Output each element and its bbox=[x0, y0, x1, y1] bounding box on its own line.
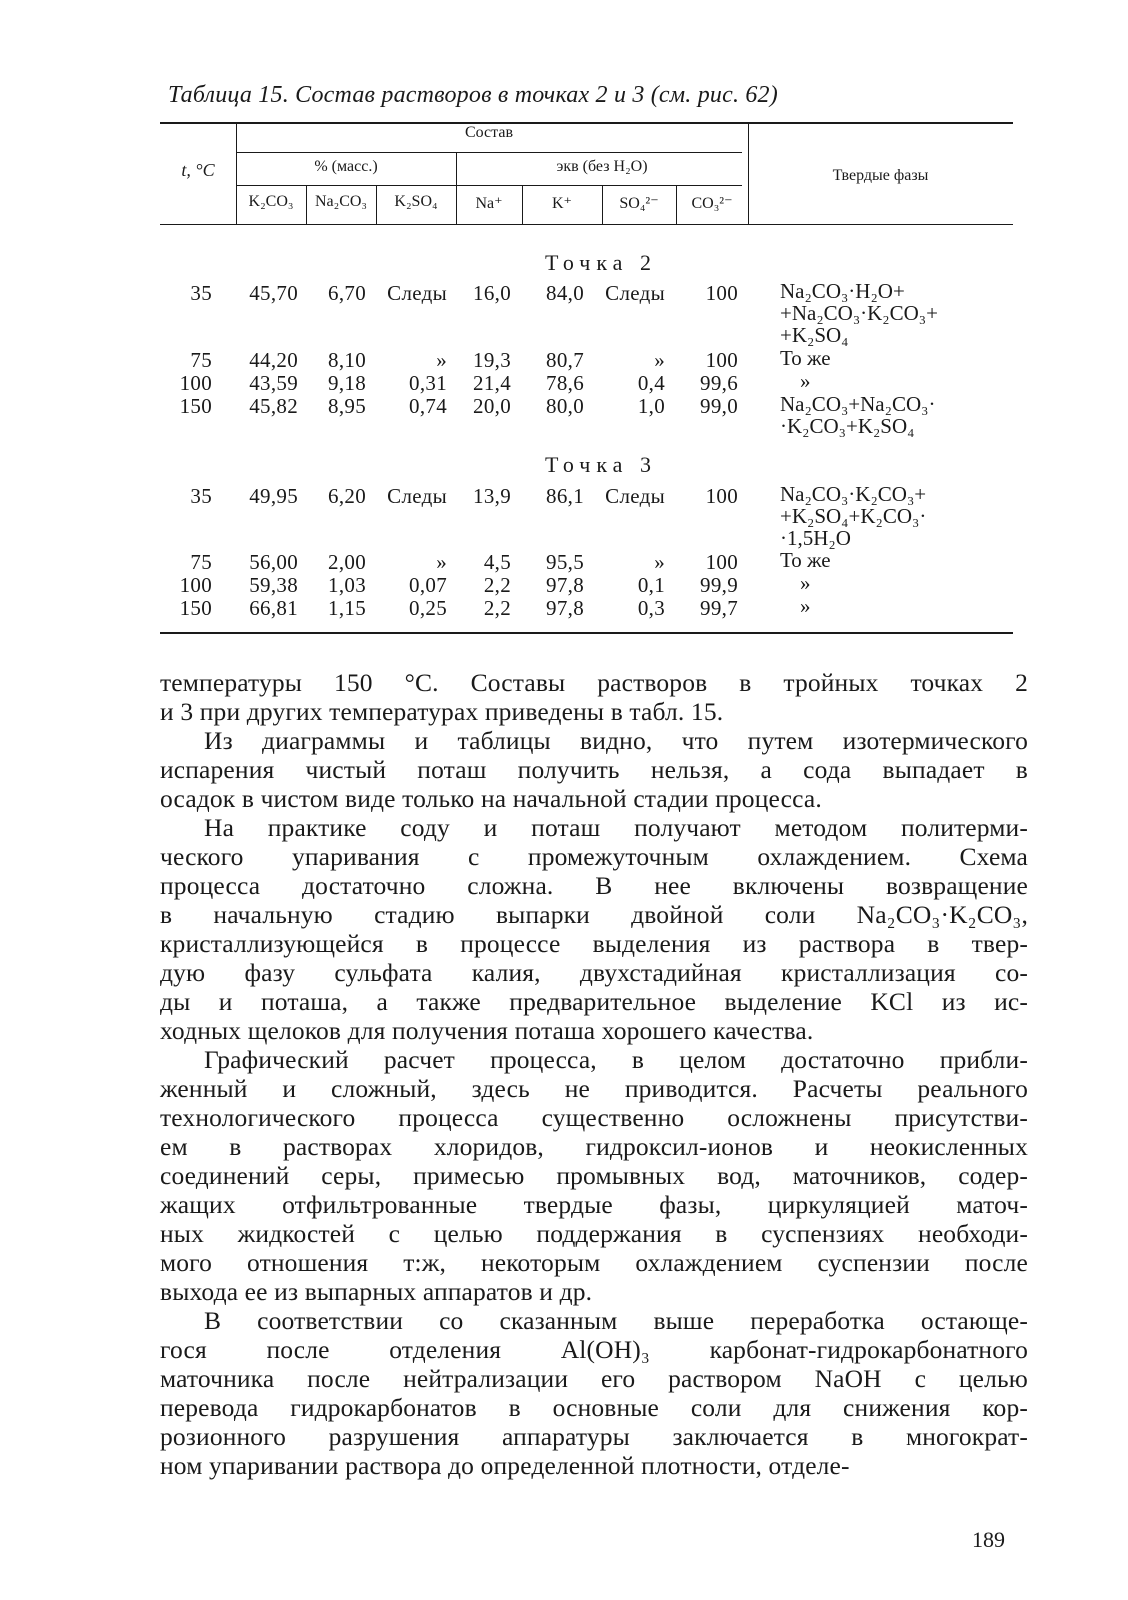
cell-solid-phase bbox=[780, 370, 811, 392]
cell-na: 16,0 bbox=[473, 281, 511, 305]
header-t: t, °C bbox=[181, 160, 215, 180]
cell-k2co3: 45,82 bbox=[249, 394, 298, 418]
cell-na2co3: 2,00 bbox=[328, 550, 366, 574]
cell-k2co3: 43,59 bbox=[249, 371, 298, 395]
text-line: На практике соду и поташ получают методом политерми- bbox=[204, 813, 1028, 842]
cell-na: 13,9 bbox=[473, 484, 511, 508]
text-line: ном упаривании раствора до определенной плотности, отделе- bbox=[160, 1451, 850, 1480]
cell-co3: 100 bbox=[705, 348, 738, 372]
text-line: и 3 при других температурах приведены в табл. 15. bbox=[160, 697, 724, 726]
solid-phase-line: » bbox=[800, 594, 811, 618]
cell-na2co3: 8,10 bbox=[328, 348, 366, 372]
cell-co3: 99,7 bbox=[700, 596, 738, 620]
text-line: ды и поташа, а также предварительное выделение KCl из ис- bbox=[160, 987, 1028, 1016]
cell-solid-phase bbox=[780, 549, 831, 571]
text-line: ных жидкостей с целью поддержания в суспензиях необходи- bbox=[160, 1219, 1028, 1248]
header-rule-2 bbox=[236, 185, 742, 186]
text-line: кристаллизующейся в процессе выделения из раствора в твер- bbox=[160, 929, 1028, 958]
solid-phase-line: Na₂CO₃+Na₂CO₃· bbox=[780, 392, 936, 416]
body-text bbox=[160, 668, 1028, 1480]
header-k2co3: K₂CO₃ bbox=[248, 193, 294, 210]
text-line: ческого упаривания с промежуточным охлаждением. Схема bbox=[160, 842, 1028, 871]
cell-t: 100 bbox=[179, 371, 212, 395]
cell-k: 84,0 bbox=[546, 281, 584, 305]
text-line: выхода ее из выпарных аппаратов и др. bbox=[160, 1277, 593, 1306]
cell-solid-phase bbox=[780, 393, 935, 437]
cell-so4: 0,3 bbox=[637, 596, 665, 620]
cell-na: 4,5 bbox=[483, 550, 511, 574]
section-title: Точка 3 bbox=[545, 452, 657, 477]
cell-solid-phase bbox=[780, 483, 926, 549]
header-solid: Твердые фазы bbox=[832, 167, 929, 184]
header-bottom-rule bbox=[160, 224, 1013, 225]
cell-t: 35 bbox=[190, 484, 212, 508]
solid-phase-line: Na₂CO₃·H₂O+ bbox=[780, 279, 905, 303]
cell-na: 2,2 bbox=[483, 596, 511, 620]
text-line: Графический расчет процесса, в целом достаточно прибли- bbox=[204, 1045, 1028, 1074]
cell-na: 20,0 bbox=[473, 394, 511, 418]
page-number: 189 bbox=[972, 1527, 1005, 1552]
header-sostav: Состав bbox=[464, 124, 513, 141]
table-caption: Таблица 15. Состав растворов в точках 2 и 3 (см. рис. 62) bbox=[168, 82, 778, 108]
cell-k: 86,1 bbox=[546, 484, 584, 508]
cell-k2so4: Следы bbox=[387, 484, 447, 508]
header-so4: SO₄²⁻ bbox=[619, 195, 659, 212]
text-line: испарения чистый поташ получить нельзя, а сода выпадает в bbox=[160, 755, 1028, 784]
text-line: мого отношения т:ж, некоторым охлаждением суспензии после bbox=[160, 1248, 1028, 1277]
solid-phase-line: ·K₂CO₃+K₂SO₄ bbox=[780, 414, 915, 438]
header-k2so4: K₂SO₄ bbox=[394, 193, 438, 210]
cell-solid-phase bbox=[780, 595, 811, 617]
header-ekv: экв (без H₂O) bbox=[556, 158, 648, 175]
cell-na: 2,2 bbox=[483, 573, 511, 597]
solid-phase-line: ·1,5H₂O bbox=[780, 526, 851, 550]
cell-co3: 100 bbox=[705, 281, 738, 305]
cell-na2co3: 1,03 bbox=[328, 573, 366, 597]
cell-k2co3: 44,20 bbox=[249, 348, 298, 372]
cell-co3: 99,6 bbox=[700, 371, 738, 395]
cell-na2co3: 9,18 bbox=[328, 371, 366, 395]
cell-co3: 100 bbox=[705, 484, 738, 508]
solid-phase-line: Na₂CO₃·K₂CO₃+ bbox=[780, 482, 927, 506]
cell-solid-phase bbox=[780, 347, 831, 369]
cell-solid-phase bbox=[780, 280, 938, 346]
cell-t: 150 bbox=[179, 596, 212, 620]
cell-na2co3: 1,15 bbox=[328, 596, 366, 620]
cell-k2so4: » bbox=[436, 348, 447, 372]
cell-k2so4: Следы bbox=[387, 281, 447, 305]
cell-so4: 1,0 bbox=[637, 394, 665, 418]
text-line: осадок в чистом виде только на начальной стадии процесса. bbox=[160, 784, 822, 813]
cell-na2co3: 6,70 bbox=[328, 281, 366, 305]
text-line: Из диаграммы и таблицы видно, что путем изотермического bbox=[204, 726, 1028, 755]
cell-t: 35 bbox=[190, 281, 212, 305]
cell-na2co3: 6,20 bbox=[328, 484, 366, 508]
cell-co3: 99,9 bbox=[700, 573, 738, 597]
text-line: ходных щелоков для получения поташа хорошего качества. bbox=[160, 1016, 814, 1045]
text-line: перевода гидрокарбонатов в основные соли для снижения кор- bbox=[160, 1393, 1028, 1422]
header-rule-1 bbox=[236, 152, 742, 153]
text-line: соединений серы, примесью промывных вод, маточников, содер- bbox=[160, 1161, 1028, 1190]
text-line: женный и сложный, здесь не приводится. Расчеты реального bbox=[160, 1074, 1028, 1103]
text-line: в начальную стадию выпарки двойной соли Na₂CO₃·K₂CO₃, bbox=[160, 900, 1028, 929]
cell-co3: 99,0 bbox=[700, 394, 738, 418]
text-line: розионного разрушения аппаратуры заключается в многократ- bbox=[160, 1422, 1028, 1451]
cell-so4: » bbox=[654, 550, 665, 574]
cell-k: 78,6 bbox=[546, 371, 584, 395]
cell-k: 97,8 bbox=[546, 596, 584, 620]
text-line: ем в растворах хлоридов, гидроксил-ионов и неокисленных bbox=[160, 1132, 1028, 1161]
cell-k: 80,0 bbox=[546, 394, 584, 418]
cell-na: 21,4 bbox=[473, 371, 511, 395]
section-title: Точка 2 bbox=[545, 250, 657, 275]
cell-k2so4: 0,07 bbox=[409, 573, 447, 597]
cell-k2co3: 45,70 bbox=[249, 281, 298, 305]
text-line: процесса достаточно сложна. В нее включены возвращение bbox=[160, 871, 1028, 900]
cell-na: 19,3 bbox=[473, 348, 511, 372]
header-co3: CO₃²⁻ bbox=[691, 195, 733, 212]
header-k: K⁺ bbox=[552, 195, 572, 212]
cell-solid-phase bbox=[780, 572, 811, 594]
text-line: маточника после нейтрализации его раствором NaOH с целью bbox=[160, 1364, 1028, 1393]
cell-co3: 100 bbox=[705, 550, 738, 574]
solid-phase-line: То же bbox=[780, 346, 831, 370]
cell-so4: 0,4 bbox=[637, 371, 665, 395]
solid-phase-line: » bbox=[800, 571, 811, 595]
cell-k2co3: 49,95 bbox=[249, 484, 298, 508]
cell-k2so4: 0,74 bbox=[409, 394, 447, 418]
cell-so4: Следы bbox=[605, 484, 665, 508]
text-line: В соответствии со сказанным выше переработка остающе- bbox=[204, 1306, 1028, 1335]
cell-so4: 0,1 bbox=[637, 573, 665, 597]
cell-k: 95,5 bbox=[546, 550, 584, 574]
cell-k: 80,7 bbox=[546, 348, 584, 372]
cell-k2co3: 59,38 bbox=[249, 573, 298, 597]
cell-na2co3: 8,95 bbox=[328, 394, 366, 418]
header-mass: % (масс.) bbox=[314, 158, 378, 175]
cell-k2co3: 66,81 bbox=[249, 596, 298, 620]
text-line: технологического процесса существенно осложнены присутстви- bbox=[160, 1103, 1028, 1132]
cell-k2co3: 56,00 bbox=[249, 550, 298, 574]
cell-t: 75 bbox=[190, 348, 212, 372]
cell-t: 75 bbox=[190, 550, 212, 574]
text-line: дую фазу сульфата калия, двухстадийная кристаллизация со- bbox=[160, 958, 1028, 987]
solid-phase-line: +K₂SO₄ bbox=[780, 323, 849, 347]
cell-so4: » bbox=[654, 348, 665, 372]
cell-t: 100 bbox=[179, 573, 212, 597]
text-line: жащих отфильтрованные твердые фазы, циркуляцией маточ- bbox=[160, 1190, 1028, 1219]
table-bottom-rule bbox=[160, 632, 1013, 634]
cell-k2so4: 0,25 bbox=[409, 596, 447, 620]
solid-phase-line: » bbox=[800, 369, 811, 393]
cell-t: 150 bbox=[179, 394, 212, 418]
cell-so4: Следы bbox=[605, 281, 665, 305]
cell-k: 97,8 bbox=[546, 573, 584, 597]
solid-phase-line: +K₂SO₄+K₂CO₃· bbox=[780, 504, 927, 528]
cell-k2so4: » bbox=[436, 550, 447, 574]
solid-phase-line: +Na₂CO₃·K₂CO₃+ bbox=[780, 301, 938, 325]
text-line: температуры 150 °C. Составы растворов в тройных точках 2 bbox=[160, 668, 1028, 697]
solid-phase-line: То же bbox=[780, 548, 831, 572]
header-na: Na⁺ bbox=[475, 195, 503, 212]
header-na2co3: Na₂CO₃ bbox=[314, 193, 368, 210]
cell-k2so4: 0,31 bbox=[409, 371, 447, 395]
text-line: гося после отделения Al(OH)₃ карбонат-гидрокарбонатного bbox=[160, 1335, 1028, 1364]
